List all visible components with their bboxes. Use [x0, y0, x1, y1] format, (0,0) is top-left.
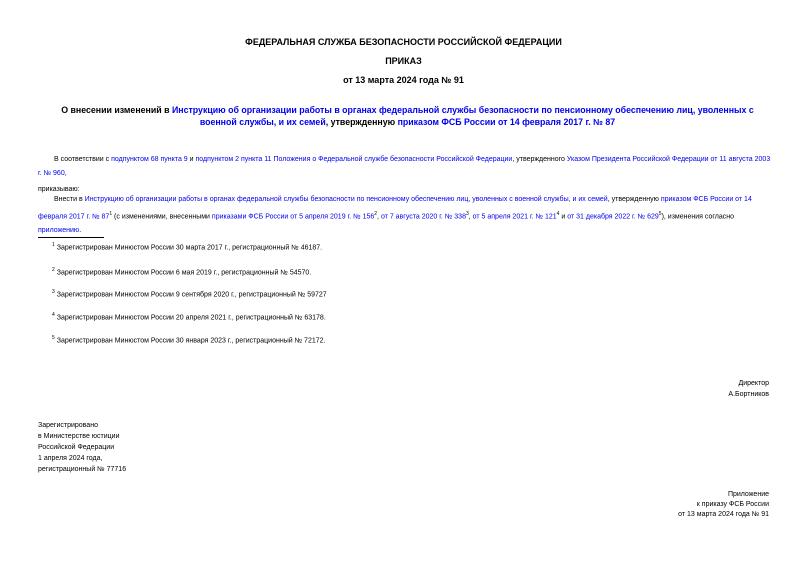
amendment-156-link[interactable]: приказами ФСБ России от 5 апреля 2019 г. № 156 [211, 213, 375, 221]
regulation-link[interactable]: подпунктом 2 пункта 11 Положения о Федеральной службе безопасности Российской Федерации [195, 156, 513, 163]
body-text: ), изменения согласно [661, 213, 734, 221]
footnote-text: Зарегистрирован Минюстом России 30 января 2023 г., регистрационный № 72172. [56, 337, 326, 345]
body-text: . [79, 227, 82, 235]
document-type: ПРИКАЗ [385, 56, 422, 66]
footnote-ref[interactable]: 2 [374, 211, 378, 217]
appendix-line: к приказу ФСБ России [696, 501, 769, 508]
preamble-paragraph [38, 153, 773, 181]
preamble-text: , [64, 170, 67, 177]
registration-line: регистрационный № 77716 [38, 466, 127, 473]
registration-line: Зарегистрировано [38, 422, 98, 429]
order-word: приказываю: [38, 186, 80, 193]
footnote-mark: 5 [52, 335, 55, 341]
body-text: Внести в [54, 196, 85, 203]
footnote-item [52, 310, 326, 323]
body-order-87-link[interactable]: приказом ФСБ России от 14 февраля 2017 г. № 87 [38, 196, 752, 221]
title-instruction-link[interactable]: Инструкцию об организации работы в органах федеральной службы безопасности по пенсионному обеспечению лиц, уволенных с военной службы, и их семей [171, 105, 754, 127]
signature-block [728, 378, 769, 400]
signer-name: А.Бортников [728, 391, 769, 398]
footnote-item [52, 265, 311, 278]
body-text: , [468, 213, 473, 221]
registration-line: в Министерстве юстиции [38, 433, 120, 440]
amendment-629-link[interactable]: от 31 декабря 2022 г. № 629 [567, 213, 659, 221]
signer-position: Директор [738, 380, 769, 387]
appendix-heading [678, 490, 769, 520]
body-instruction-link[interactable]: Инструкцию об организации работы в органах федеральной службы безопасности по пенсионному обеспечению лиц, уволенных с военной службы, и их семей [84, 196, 608, 203]
registration-block [38, 420, 126, 475]
footnote-text: Зарегистрирован Минюстом России 9 сентября 2020 г., регистрационный № 59727 [56, 291, 327, 299]
appendix-link[interactable]: приложению [38, 227, 80, 235]
footnote-ref[interactable]: 5 [658, 211, 662, 217]
body-text: , утвержденную [607, 196, 661, 203]
footnote-mark: 1 [52, 242, 55, 248]
body-text: (с изменениями, внесенными [112, 213, 212, 221]
registration-line: 1 апреля 2024 года, [38, 455, 103, 462]
footnote-mark: 2 [52, 267, 55, 273]
footnote-mark: 4 [52, 312, 55, 318]
footnote-item [52, 240, 322, 253]
footnote-item [52, 287, 327, 300]
preamble-text: , утвержденного [512, 156, 567, 163]
footnote-text: Зарегистрирован Минюстом России 30 марта 2017 г., регистрационный № 46187. [56, 244, 323, 252]
preamble-text: В соответствии с [54, 156, 112, 163]
footnote-item [52, 333, 325, 346]
body-text: , [377, 213, 381, 221]
footnote-ref[interactable]: 4 [556, 211, 560, 217]
title-order-link[interactable]: приказом ФСБ России от 14 февраля 2017 г. № 87 [397, 117, 616, 127]
amendment-121-link[interactable]: от 5 апреля 2021 г. № 121 [472, 213, 557, 221]
title-text: , утвержденную [325, 117, 398, 127]
document-date-number: от 13 марта 2024 года № 91 [343, 75, 464, 85]
subclause-68-link[interactable]: подпунктом 68 пункта 9 [111, 156, 188, 163]
body-text: и [559, 213, 568, 221]
footnote-ref[interactable]: 1 [109, 211, 113, 217]
document-title [50, 104, 765, 128]
appendix-line: Приложение [727, 491, 769, 498]
footnote-text: Зарегистрирован Минюстом России 20 апреля 2021 г., регистрационный № 63178. [56, 314, 326, 322]
footnote-text: Зарегистрирован Минюстом России 6 мая 2019 г., регистрационный № 54570. [56, 269, 312, 277]
presidential-decree-link[interactable]: Указом Президента Российской Федерации от 11 августа 2003 г. № 960 [38, 156, 771, 177]
footnote-ref[interactable]: 3 [465, 211, 469, 217]
amendment-338-link[interactable]: от 7 августа 2020 г. № 338 [380, 213, 466, 221]
footnote-mark: 3 [52, 289, 55, 295]
preamble-text: и [187, 156, 196, 163]
title-text: О внесении изменений в [61, 105, 172, 115]
appendix-line: от 13 марта 2024 года № 91 [678, 511, 769, 518]
agency-name: ФЕДЕРАЛЬНАЯ СЛУЖБА БЕЗОПАСНОСТИ РОССИЙСКОЙ ФЕДЕРАЦИИ [245, 37, 562, 47]
order-body-paragraph [38, 193, 773, 238]
footnote-divider [38, 237, 104, 238]
registration-line: Российской Федерации [38, 444, 115, 451]
